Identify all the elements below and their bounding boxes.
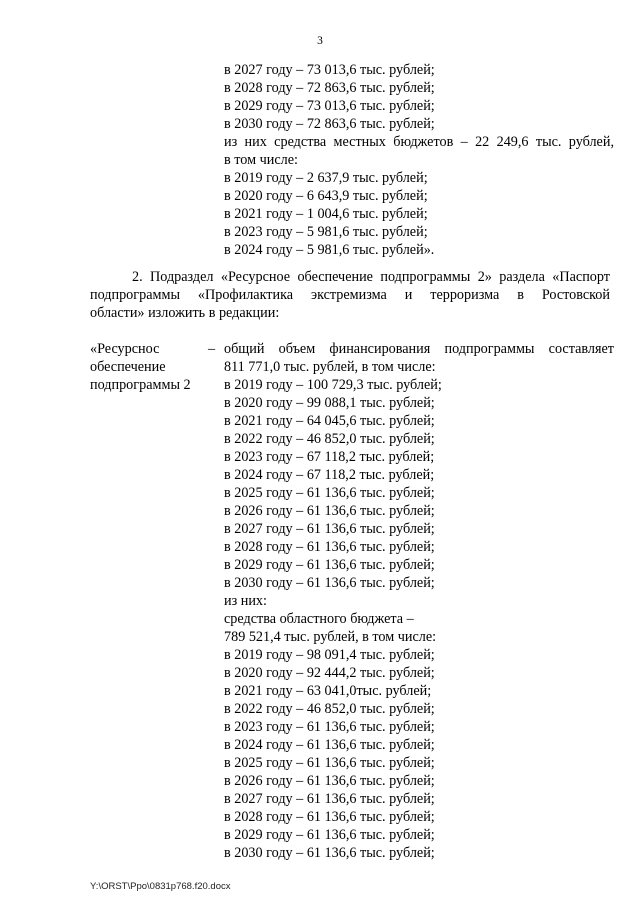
list-item: в 2027 году – 61 136,6 тыс. рублей;	[224, 791, 435, 807]
list-item: в 2024 году – 5 981,6 тыс. рублей».	[224, 242, 435, 258]
list-item: в 2021 году – 64 045,6 тыс. рублей;	[224, 413, 435, 429]
list-item: в 2020 году – 92 444,2 тыс. рублей;	[224, 665, 435, 681]
file-path-footer: Y:\ORST\Ppo\0831p768.f20.docx	[90, 881, 231, 892]
amendment-paragraph	[90, 268, 610, 322]
list-item: из них средства местных бюджетов – 22 249,6 тыс. рублей,	[224, 134, 614, 150]
list-item: в 2019 году – 2 637,9 тыс. рублей;	[224, 170, 428, 186]
list-item: в 2029 году – 61 136,6 тыс. рублей;	[224, 827, 435, 843]
label-line: «Ресурснос	[90, 341, 160, 357]
list-item: средства областного бюджета –	[224, 611, 414, 627]
paragraph-line: области» изложить в редакции:	[90, 305, 280, 321]
page-number: 3	[317, 35, 323, 47]
list-item: в 2023 году – 61 136,6 тыс. рублей;	[224, 719, 435, 735]
paragraph-line: 2. Подраздел «Ресурсное обеспечение подпрограммы 2» раздела «Паспорт	[132, 269, 610, 285]
list-item: в 2025 году – 61 136,6 тыс. рублей;	[224, 485, 435, 501]
list-item: в 2028 году – 61 136,6 тыс. рублей;	[224, 809, 435, 825]
label-dash: –	[208, 341, 216, 357]
list-item: в 2029 году – 73 013,6 тыс. рублей;	[224, 98, 435, 114]
list-item: в 2030 году – 72 863,6 тыс. рублей;	[224, 116, 435, 132]
label-line: подпрограммы 2	[90, 377, 191, 393]
subprogram-funding-list	[224, 340, 614, 862]
list-item: в том числе:	[224, 152, 298, 168]
list-item: в 2020 году – 99 088,1 тыс. рублей;	[224, 395, 435, 411]
list-item: в 2030 году – 61 136,6 тыс. рублей;	[224, 575, 435, 591]
list-item: в 2019 году – 98 091,4 тыс. рублей;	[224, 647, 435, 663]
list-item: в 2022 году – 46 852,0 тыс. рублей;	[224, 431, 435, 447]
list-item: в 2028 году – 72 863,6 тыс. рублей;	[224, 80, 435, 96]
list-item: в 2030 году – 61 136,6 тыс. рублей;	[224, 845, 435, 861]
list-item: 811 771,0 тыс. рублей, в том числе:	[224, 359, 436, 375]
list-item: в 2020 году – 6 643,9 тыс. рублей;	[224, 188, 428, 204]
list-item: в 2024 году – 67 118,2 тыс. рублей;	[224, 467, 435, 483]
list-item: в 2028 году – 61 136,6 тыс. рублей;	[224, 539, 435, 555]
list-item: общий объем финансирования подпрограммы составляет	[224, 341, 614, 357]
list-item: в 2027 году – 61 136,6 тыс. рублей;	[224, 521, 435, 537]
top-funding-list	[224, 61, 614, 259]
list-item: в 2026 году – 61 136,6 тыс. рублей;	[224, 773, 435, 789]
list-item: в 2029 году – 61 136,6 тыс. рублей;	[224, 557, 435, 573]
list-item: в 2021 году – 63 041,0тыс. рублей;	[224, 683, 432, 699]
list-item: в 2021 году – 1 004,6 тыс. рублей;	[224, 206, 428, 222]
list-item: в 2023 году – 67 118,2 тыс. рублей;	[224, 449, 435, 465]
list-item: в 2023 году – 5 981,6 тыс. рублей;	[224, 224, 428, 240]
list-item: из них:	[224, 593, 267, 609]
list-item: в 2025 году – 61 136,6 тыс. рублей;	[224, 755, 435, 771]
list-item: в 2022 году – 46 852,0 тыс. рублей;	[224, 701, 435, 717]
list-item: в 2019 году – 100 729,3 тыс. рублей;	[224, 377, 442, 393]
list-item: в 2027 году – 73 013,6 тыс. рублей;	[224, 62, 435, 78]
label-line: обеспечение	[90, 359, 166, 375]
section-label	[90, 340, 216, 394]
list-item: в 2026 году – 61 136,6 тыс. рублей;	[224, 503, 435, 519]
list-item: 789 521,4 тыс. рублей, в том числе:	[224, 629, 437, 645]
list-item: в 2024 году – 61 136,6 тыс. рублей;	[224, 737, 435, 753]
paragraph-line: подпрограммы «Профилактика экстремизма и терроризма в Ростовской	[90, 287, 610, 303]
